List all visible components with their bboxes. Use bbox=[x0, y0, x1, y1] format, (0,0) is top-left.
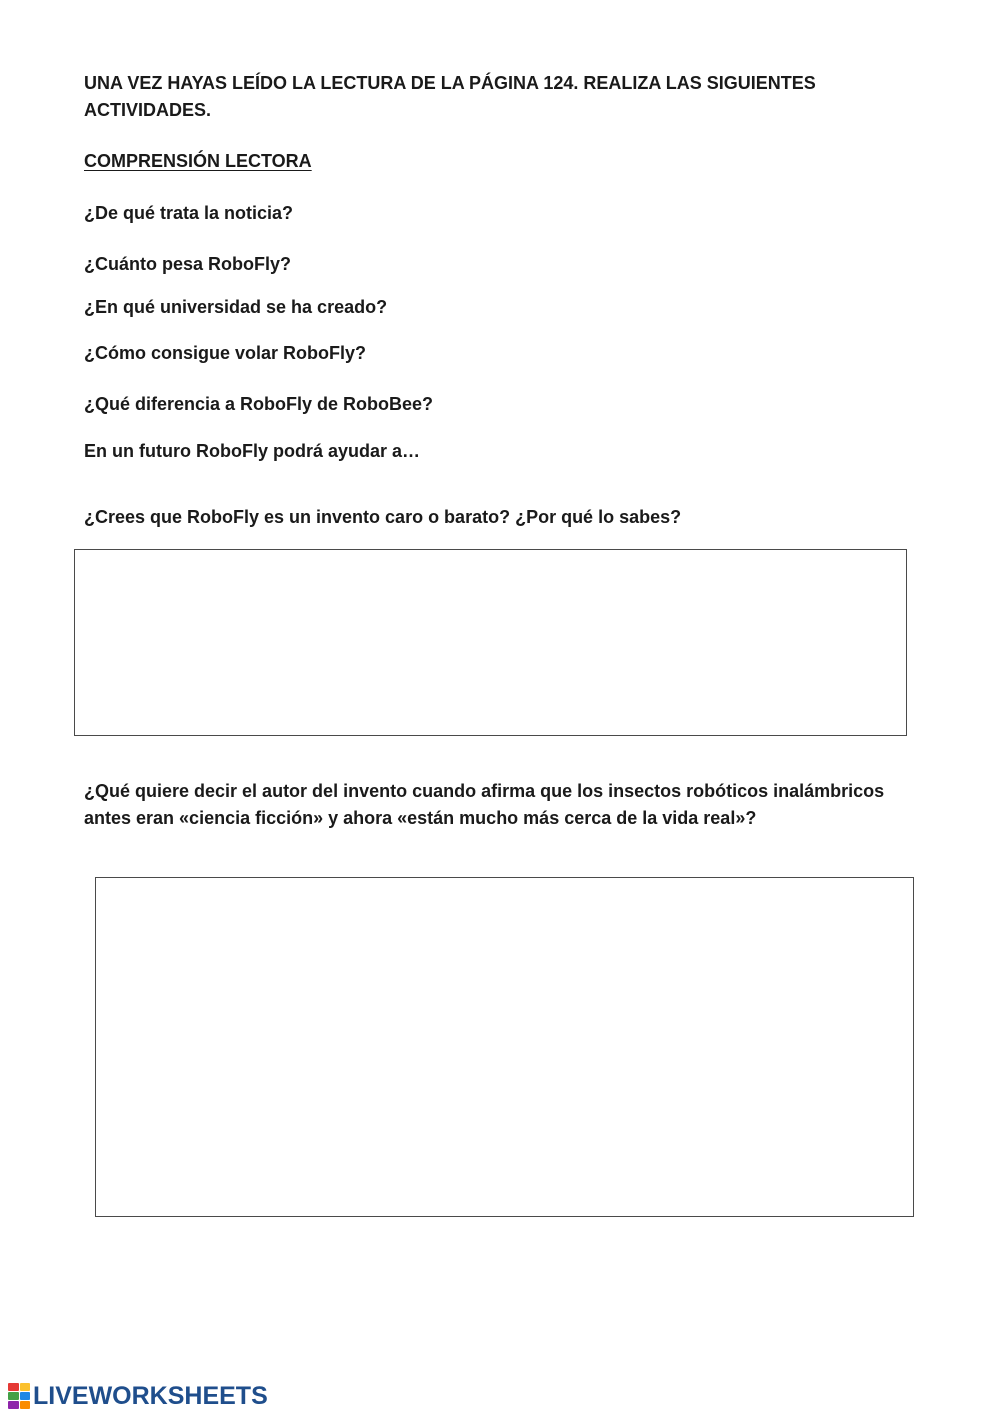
question-8: ¿Qué quiere decir el autor del invento cuando afirma que los insectos robóticos inalámbricos antes eran «ciencia ficción» y ahora «están mucho más cerca de la vida real»? bbox=[84, 781, 885, 828]
question-4: ¿Cómo consigue volar RoboFly? bbox=[84, 343, 367, 363]
answer-box-8[interactable] bbox=[95, 877, 914, 1217]
answer-input-8[interactable] bbox=[96, 878, 913, 1216]
question-6: En un futuro RoboFly podrá ayudar a… bbox=[84, 441, 421, 461]
instructions-heading: UNA VEZ HAYAS LEÍDO LA LECTURA DE LA PÁGINA 124. REALIZA LAS SIGUIENTES ACTIVIDADES. bbox=[84, 73, 816, 120]
liveworksheets-logo bbox=[8, 1381, 268, 1411]
logo-text: LIVEWORKSHEETS bbox=[33, 1382, 268, 1410]
question-3: ¿En qué universidad se ha creado? bbox=[84, 297, 388, 317]
answer-input-7[interactable] bbox=[75, 550, 906, 735]
question-7: ¿Crees que RoboFly es un invento caro o barato? ¿Por qué lo sabes? bbox=[84, 507, 682, 527]
section-title: COMPRENSIÓN LECTORA bbox=[84, 151, 312, 171]
question-5: ¿Qué diferencia a RoboFly de RoboBee? bbox=[84, 394, 434, 414]
liveworksheets-logo-icon bbox=[8, 1383, 30, 1409]
question-1: ¿De qué trata la noticia? bbox=[84, 203, 294, 223]
question-2: ¿Cuánto pesa RoboFly? bbox=[84, 254, 291, 274]
answer-box-7[interactable] bbox=[74, 549, 907, 736]
